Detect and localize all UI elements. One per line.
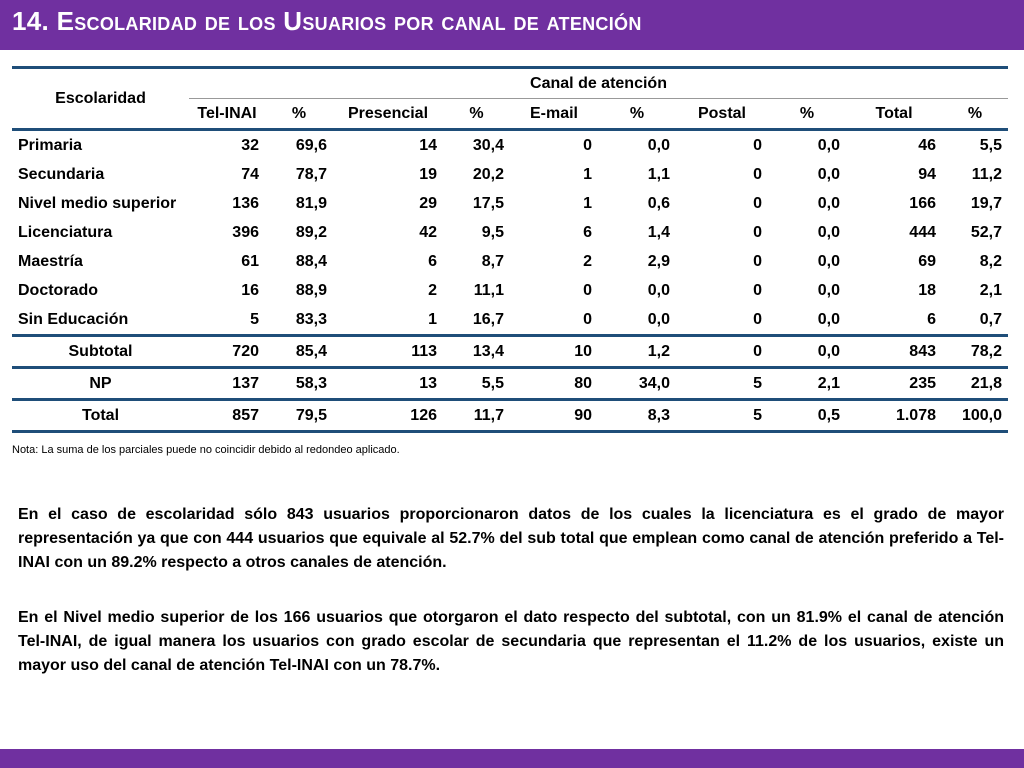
column-header: %	[598, 99, 676, 130]
table-cell: 0,0	[817, 252, 840, 270]
row-label: Nivel medio superior	[18, 194, 177, 212]
table-cell: 1	[583, 194, 592, 212]
row-label: Maestría	[18, 252, 83, 270]
table-cell: 1,1	[647, 165, 670, 183]
row-header: Escolaridad	[12, 68, 189, 130]
table-cell: 16,7	[443, 305, 510, 336]
table-cell: 2,1	[979, 281, 1003, 299]
column-header: %	[443, 99, 510, 130]
table-cell: 61	[241, 252, 259, 270]
table-cell: 0	[583, 281, 592, 299]
table-row	[12, 218, 1008, 247]
table-cell: 1.078	[846, 400, 942, 432]
table-cell: 2	[583, 252, 592, 270]
table-cell: 0	[753, 194, 762, 212]
summary-row	[12, 400, 1008, 432]
table-cell: 0,0	[768, 305, 846, 336]
table-cell: 83,3	[265, 305, 333, 336]
table-cell: 14	[419, 136, 437, 154]
table-cell: 5,5	[443, 368, 510, 400]
column-header: Postal	[676, 99, 768, 130]
table-cell: 396	[232, 223, 259, 241]
table-cell: 18	[918, 281, 936, 299]
table-cell: 74	[241, 165, 259, 183]
column-header: %	[265, 99, 333, 130]
column-header: Presencial	[333, 99, 443, 130]
table-cell: 0	[676, 305, 768, 336]
column-header: Total	[846, 99, 942, 130]
table-cell: 46	[918, 136, 936, 154]
table-cell: 78,2	[942, 336, 1008, 368]
table-cell: 100,0	[942, 400, 1008, 432]
table-cell: 0	[753, 136, 762, 154]
column-header: Tel-INAI	[189, 99, 265, 130]
table-cell: 16	[241, 281, 259, 299]
table-row	[12, 160, 1008, 189]
table-cell: 8,3	[598, 400, 676, 432]
table-cell: 166	[909, 194, 936, 212]
table-cell: 1,4	[647, 223, 670, 241]
table-cell: 5	[676, 400, 768, 432]
row-label: Sin Educación	[12, 305, 189, 336]
table-cell: 88,9	[295, 281, 327, 299]
table-cell: 720	[189, 336, 265, 368]
row-label: Primaria	[18, 136, 83, 154]
row-label: Secundaria	[18, 165, 105, 183]
table-cell: 80	[510, 368, 598, 400]
page-title: 14. Escolaridad de los Usuarios por canal de atención	[12, 6, 642, 36]
table-cell: 89,2	[295, 223, 327, 241]
table-cell: 34,0	[598, 368, 676, 400]
group-header: Canal de atención	[189, 68, 1008, 99]
table-cell: 0,0	[598, 305, 676, 336]
table-row	[12, 247, 1008, 276]
table-cell: 52,7	[970, 223, 1003, 241]
table-cell: 6	[428, 252, 437, 270]
escolaridad-table	[12, 66, 1008, 433]
table-cell: 1	[583, 165, 592, 183]
table-cell: 94	[918, 165, 936, 183]
table-cell: 20,2	[472, 165, 504, 183]
table-cell: 0,0	[817, 165, 840, 183]
table-cell: 113	[333, 336, 443, 368]
table-cell: 32	[241, 136, 259, 154]
table-cell: 126	[333, 400, 443, 432]
table-cell: 0	[676, 336, 768, 368]
table-cell: 136	[232, 194, 259, 212]
table-cell: 1,2	[598, 336, 676, 368]
table-cell: 85,4	[265, 336, 333, 368]
table-cell: 11,2	[971, 165, 1003, 183]
paragraph-1: En el caso de escolaridad sólo 843 usuarios proporcionaron datos de los cuales la licenciatura es el grado de mayor representación ya que con 444 usuarios que equivale al 52.7% del sub total que emplean como canal de atención preferido a Tel-INAI con un 89.2% respecto a otros canales de atención.	[18, 506, 1004, 571]
table-cell: 5,5	[979, 136, 1003, 154]
table-cell: 6	[583, 223, 592, 241]
row-label: Subtotal	[12, 336, 189, 368]
table-cell: 11,7	[443, 400, 510, 432]
table-cell: 0,0	[647, 136, 670, 154]
table-cell: 444	[909, 223, 936, 241]
row-label: Total	[12, 400, 189, 432]
summary-row	[12, 368, 1008, 400]
table-cell: 88,4	[295, 252, 327, 270]
table-row	[12, 130, 1008, 161]
table-cell: 2,9	[647, 252, 670, 270]
table-note: Nota: La suma de los parciales puede no coincidir debido al redondeo aplicado.	[12, 444, 400, 456]
table-cell: 0,0	[817, 194, 840, 212]
table-cell: 0,6	[647, 194, 670, 212]
row-label: NP	[12, 368, 189, 400]
table-cell: 0	[510, 305, 598, 336]
column-header: %	[768, 99, 846, 130]
table-cell: 81,9	[295, 194, 327, 212]
table-row	[12, 276, 1008, 305]
column-header: %	[942, 99, 1008, 130]
table-row	[12, 305, 1008, 336]
row-label: Doctorado	[18, 281, 98, 299]
table-cell: 21,8	[942, 368, 1008, 400]
table-cell: 843	[846, 336, 942, 368]
table-cell: 0	[753, 165, 762, 183]
table-cell: 0	[583, 136, 592, 154]
table-cell: 0,0	[817, 281, 840, 299]
table-cell: 2,1	[768, 368, 846, 400]
footer-bar	[0, 749, 1024, 768]
table-cell: 8,7	[481, 252, 504, 270]
table-cell: 11,1	[473, 281, 504, 299]
table-cell: 0,0	[647, 281, 670, 299]
table-cell: 0,0	[817, 223, 840, 241]
table-cell: 235	[846, 368, 942, 400]
table-cell: 0	[753, 281, 762, 299]
table-cell: 0,5	[768, 400, 846, 432]
table-cell: 13	[333, 368, 443, 400]
table-cell: 0,7	[942, 305, 1008, 336]
table-cell: 5	[189, 305, 265, 336]
table-cell: 19	[419, 165, 437, 183]
row-label: Licenciatura	[18, 223, 113, 241]
table-cell: 0,0	[817, 136, 840, 154]
table-cell: 30,4	[472, 136, 504, 154]
table-cell: 17,5	[472, 194, 504, 212]
column-header: E-mail	[510, 99, 598, 130]
table-cell: 13,4	[443, 336, 510, 368]
table-cell: 2	[428, 281, 437, 299]
table-cell: 5	[676, 368, 768, 400]
table-cell: 0	[753, 252, 762, 270]
table-cell: 79,5	[265, 400, 333, 432]
table-cell: 29	[419, 194, 437, 212]
table-cell: 58,3	[265, 368, 333, 400]
table-row	[12, 189, 1008, 218]
table-cell: 69	[918, 252, 936, 270]
table-cell: 137	[189, 368, 265, 400]
title-bar	[0, 0, 1024, 50]
table-cell: 42	[419, 223, 437, 241]
table-cell: 857	[189, 400, 265, 432]
table-cell: 0,0	[768, 336, 846, 368]
table-cell: 19,7	[970, 194, 1003, 212]
paragraph-2: En el Nivel medio superior de los 166 usuarios que otorgaron el dato respecto del subtotal, con un 81.9% el canal de atención Tel-INAI, de igual manera los usuarios con grado escolar de secundaria que representan el 11.2% de los usuarios, existe un mayor uso del canal de atención Tel-INAI con un 78.7%.	[18, 609, 1004, 674]
table-cell: 90	[510, 400, 598, 432]
table-cell: 1	[333, 305, 443, 336]
table-cell: 9,5	[481, 223, 504, 241]
table-cell: 69,6	[295, 136, 327, 154]
table-cell: 0	[753, 223, 762, 241]
table-cell: 78,7	[295, 165, 327, 183]
summary-row	[12, 336, 1008, 368]
table-cell: 8,2	[979, 252, 1003, 270]
table-cell: 6	[846, 305, 942, 336]
table-cell: 10	[510, 336, 598, 368]
